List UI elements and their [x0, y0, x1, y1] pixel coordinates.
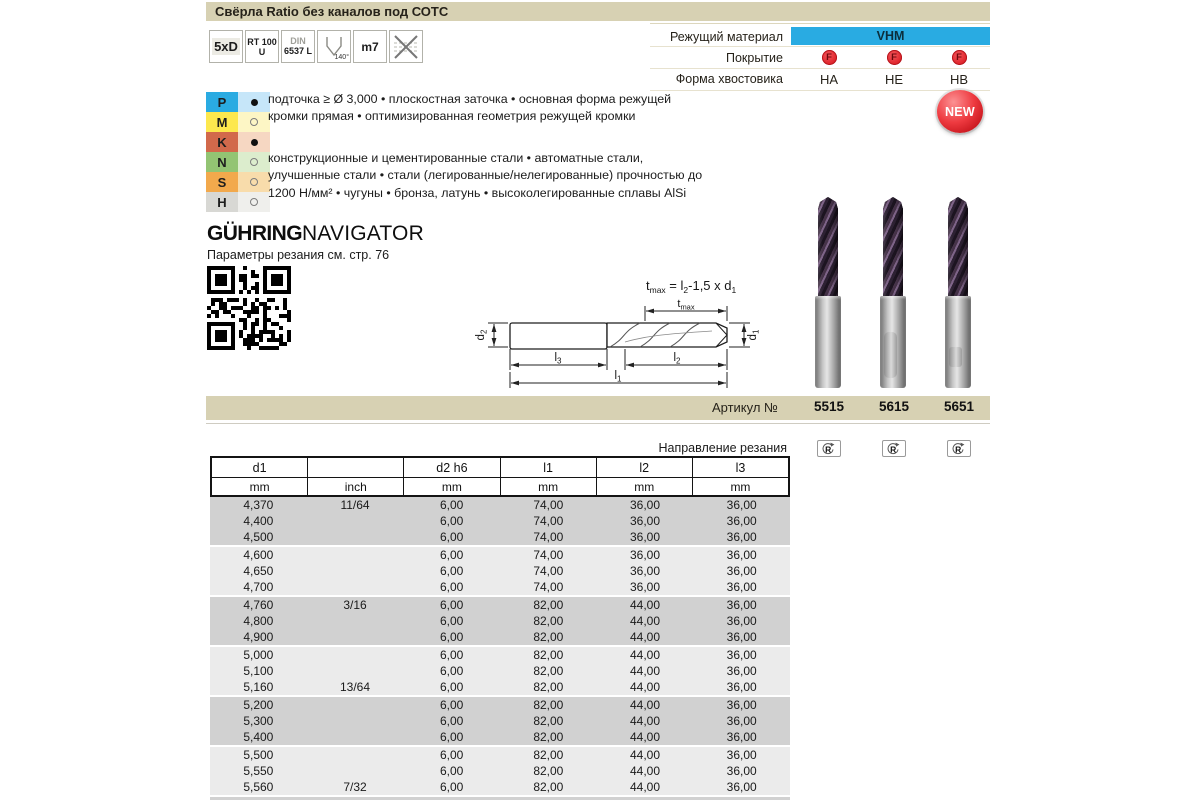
drill-shank — [815, 296, 841, 388]
table-cell: 5,160 — [243, 680, 274, 694]
table-header-cell — [308, 458, 404, 477]
table-cell — [307, 579, 404, 595]
table-cell: 44,00 — [630, 714, 661, 728]
new-badge — [937, 90, 983, 133]
table-cell: 36,00 — [726, 748, 757, 762]
table-cell: 5,000 — [243, 648, 274, 662]
svg-text:R: R — [890, 444, 897, 455]
coating-label: Покрытие — [725, 51, 783, 65]
table-cell: 5,550 — [243, 764, 274, 778]
coating-symbol — [797, 50, 861, 65]
drill-photo-he — [879, 197, 907, 391]
table-row — [210, 579, 790, 595]
drill-length-label: 5xD — [214, 39, 238, 54]
table-unit-cell: mm — [501, 478, 597, 495]
table-cell — [307, 647, 404, 663]
material-group-m: M — [206, 112, 238, 132]
separator-line — [206, 423, 990, 424]
tolerance-value: m7 — [361, 39, 379, 54]
table-row — [210, 629, 790, 645]
table-cell: 36,00 — [630, 530, 661, 544]
table-cell: 6,00 — [440, 680, 464, 694]
right-cutting-icon — [882, 440, 906, 457]
table-row — [210, 713, 790, 729]
table-cell: 36,00 — [726, 648, 757, 662]
table-cell — [307, 563, 404, 579]
din-number: 6537 L — [283, 46, 313, 56]
table-unit-cell: mm — [404, 478, 500, 495]
table-cell: 4,500 — [243, 530, 274, 544]
table-cell: 74,00 — [533, 530, 564, 544]
shank-form-label: Форма хвостовика — [675, 72, 783, 86]
series-name: RT 100 — [247, 36, 277, 47]
point-angle-value: 140° — [334, 54, 349, 61]
series-variant: U — [258, 46, 266, 57]
table-cell — [307, 513, 404, 529]
table-row — [210, 763, 790, 779]
table-cell — [307, 613, 404, 629]
material-group-s: S — [206, 172, 238, 192]
table-cell: 5,500 — [243, 748, 274, 762]
table-cell: 36,00 — [630, 498, 661, 512]
table-cell: 36,00 — [726, 580, 757, 594]
material-description: конструкционные и цементированные стали • автоматные стали, улучшенные стали • стали (легированные/нелегированные) прочностью до 1200 Н/мм² • чугуны • бронза, латунь • высоколегированные сплавы AlSi — [268, 151, 703, 200]
dim-l1: $l_1$ — [614, 370, 622, 384]
dim-tmax: $t_{max}$ — [677, 298, 695, 312]
table-cell: 6,00 — [440, 780, 464, 794]
material-group-k: K — [206, 132, 238, 152]
table-cell: 5,300 — [243, 714, 274, 728]
filled-dot-icon — [251, 99, 258, 106]
table-cell: 36,00 — [726, 598, 757, 612]
article-number: 5515 — [813, 399, 845, 414]
brand-logo-light: NAVIGATOR — [301, 222, 424, 245]
table-cell: 6,00 — [440, 530, 464, 544]
vhm-text: VHM — [876, 29, 905, 43]
table-row — [210, 547, 790, 563]
table-cell: 36,00 — [726, 780, 757, 794]
dim-l2: $l_2$ — [673, 352, 681, 366]
table-cell: 36,00 — [726, 764, 757, 778]
tmax-formula: $t_{max} = l_2-1,5$ x $d_1$ — [646, 278, 737, 295]
table-cell: 44,00 — [630, 698, 661, 712]
table-header-cell: d1 — [212, 458, 308, 477]
shank-flat — [884, 332, 897, 378]
table-unit-cell: inch — [308, 478, 404, 495]
table-unit-cell: mm — [212, 478, 308, 495]
table-cell: 6,00 — [440, 498, 464, 512]
din-label: DIN — [290, 36, 306, 46]
table-cell: 5,100 — [243, 664, 274, 678]
point-angle-badge — [317, 30, 351, 63]
table-cell: 6,00 — [440, 698, 464, 712]
table-cell: 3/16 — [343, 598, 367, 612]
table-cell: 6,00 — [440, 714, 464, 728]
material-suitability-s — [238, 172, 270, 192]
new-badge-text: NEW — [944, 104, 976, 119]
table-cell: 6,00 — [440, 564, 464, 578]
material-group-h: H — [206, 192, 238, 212]
table-cell — [307, 547, 404, 563]
coating-f-icon: F — [822, 50, 837, 65]
table-row — [210, 513, 790, 529]
shank-form-value: HA — [819, 72, 839, 87]
filled-dot-icon — [251, 139, 258, 146]
open-dot-icon — [250, 118, 258, 126]
dim-d1: $d_1$ — [747, 329, 761, 341]
table-cell: 36,00 — [726, 730, 757, 744]
din-standard-badge — [281, 30, 315, 63]
svg-text:R: R — [955, 444, 962, 455]
table-row — [210, 529, 790, 545]
material-group-p: P — [206, 92, 238, 112]
drill-flute — [818, 197, 838, 297]
table-row — [210, 729, 790, 745]
table-cell: 44,00 — [630, 730, 661, 744]
table-cell: 82,00 — [533, 664, 564, 678]
table-cell: 74,00 — [533, 580, 564, 594]
brand-logo — [207, 222, 424, 246]
table-cell: 6,00 — [440, 614, 464, 628]
table-cell: 6,00 — [440, 514, 464, 528]
table-cell — [307, 697, 404, 713]
table-cell: 36,00 — [726, 614, 757, 628]
material-suitability-n — [238, 152, 270, 172]
table-cell: 36,00 — [630, 580, 661, 594]
table-cell: 7/32 — [343, 780, 367, 794]
table-cell: 74,00 — [533, 498, 564, 512]
table-cell: 4,650 — [243, 564, 274, 578]
article-label: Артикул № — [711, 400, 778, 415]
drill-flute — [883, 197, 903, 297]
coating-f-icon: F — [887, 50, 902, 65]
table-header-cell: l1 — [501, 458, 597, 477]
table-cell: 82,00 — [533, 714, 564, 728]
table-cell: 6,00 — [440, 630, 464, 644]
table-cell — [307, 713, 404, 729]
drill-shank — [880, 296, 906, 388]
table-cell: 13/64 — [339, 680, 371, 694]
table-cell: 36,00 — [726, 664, 757, 678]
shank-flat — [949, 347, 962, 367]
table-row — [210, 647, 790, 663]
drill-shank — [945, 296, 971, 388]
no-coolant-icon — [391, 33, 421, 61]
open-dot-icon — [250, 158, 258, 166]
table-cell: 6,00 — [440, 598, 464, 612]
table-cell — [307, 747, 404, 763]
table-cell — [307, 629, 404, 645]
dimension-drawing — [450, 264, 780, 398]
right-cutting-icon — [817, 440, 841, 457]
drill-photo-hb — [944, 197, 972, 391]
coating-symbol — [927, 50, 991, 65]
open-dot-icon — [250, 178, 258, 186]
table-row — [210, 597, 790, 613]
material-suitability-k — [238, 132, 270, 152]
table-cell: 6,00 — [440, 580, 464, 594]
spec-separator — [650, 46, 990, 47]
table-cell: 36,00 — [726, 514, 757, 528]
table-cell: 36,00 — [726, 564, 757, 578]
table-cell: 6,00 — [440, 648, 464, 662]
page-title — [206, 2, 990, 21]
brand-logo-bold: GÜHRING — [207, 222, 302, 245]
table-row — [210, 663, 790, 679]
table-cell: 44,00 — [630, 664, 661, 678]
material-suitability-m — [238, 112, 270, 132]
table-cell: 4,600 — [243, 548, 274, 562]
table-cell: 44,00 — [630, 764, 661, 778]
table-cell: 4,800 — [243, 614, 274, 628]
table-cell: 6,00 — [440, 730, 464, 744]
material-suitability-p — [238, 92, 270, 112]
table-cell — [307, 663, 404, 679]
cutting-parameters-note: Параметры резания см. стр. 76 — [207, 248, 390, 262]
spec-separator — [650, 23, 990, 24]
table-cell: 44,00 — [630, 680, 661, 694]
table-cell: 82,00 — [533, 748, 564, 762]
table-unit-cell: mm — [730, 479, 751, 494]
table-cell: 5,200 — [243, 698, 274, 712]
series-badge — [245, 30, 279, 63]
table-cell: 36,00 — [726, 698, 757, 712]
material-group-n: N — [206, 152, 238, 172]
table-cell: 82,00 — [533, 598, 564, 612]
table-row — [210, 497, 790, 513]
table-cell: 44,00 — [630, 614, 661, 628]
material-suitability-h — [238, 192, 270, 212]
table-cell: 4,700 — [243, 580, 274, 594]
table-cell: 82,00 — [533, 680, 564, 694]
table-cell: 5,400 — [243, 730, 274, 744]
svg-text:R: R — [825, 444, 832, 455]
article-number: 5651 — [943, 399, 975, 414]
table-cell: 44,00 — [630, 780, 661, 794]
table-cell: 36,00 — [630, 564, 661, 578]
cutting-material-value — [791, 27, 990, 45]
open-dot-icon — [250, 198, 258, 206]
table-cell — [307, 763, 404, 779]
table-cell: 4,760 — [243, 598, 274, 612]
table-cell: 36,00 — [726, 680, 757, 694]
table-cell — [307, 529, 404, 545]
page-title-text: Свёрла Ratio без каналов под СОТС — [215, 4, 449, 19]
dim-l3: $l_3$ — [554, 352, 562, 366]
table-cell: 4,900 — [243, 630, 274, 644]
table-cell: 74,00 — [533, 514, 564, 528]
table-cell: 11/64 — [340, 498, 370, 512]
coating-f-icon: F — [952, 50, 967, 65]
qr-code — [206, 265, 292, 351]
cutting-direction-label: Направление резания — [658, 441, 787, 455]
drawing-shank — [510, 323, 607, 349]
shank-form-value: HB — [949, 72, 969, 87]
table-cell: 6,00 — [440, 548, 464, 562]
table-cell: 82,00 — [533, 730, 564, 744]
table-header-cell: l2 — [597, 458, 693, 477]
spec-separator — [650, 68, 990, 69]
table-row — [210, 613, 790, 629]
table-cell: 6,00 — [440, 764, 464, 778]
feature-description: подточка ≥ Ø 3,000 • плоскостная заточка • основная форма режущей кромки прямая • оптимизированная геометрия режущей кромки — [268, 92, 672, 124]
table-cell: 36,00 — [726, 714, 757, 728]
table-row — [210, 779, 790, 795]
drill-flute — [948, 197, 968, 297]
table-cell: 82,00 — [533, 630, 564, 644]
dim-d2: $d_2$ — [475, 329, 489, 341]
table-row — [210, 679, 790, 695]
table-row — [210, 563, 790, 579]
no-coolant-badge — [389, 30, 423, 63]
table-cell: 36,00 — [726, 548, 757, 562]
table-cell: 82,00 — [533, 698, 564, 712]
table-row — [210, 697, 790, 713]
tolerance-badge — [353, 30, 387, 63]
table-header-cell: d2 h6 — [404, 458, 500, 477]
table-cell: 44,00 — [630, 630, 661, 644]
drawing-flutes — [607, 323, 727, 347]
table-cell: 74,00 — [533, 564, 564, 578]
table-cell: 36,00 — [630, 548, 661, 562]
table-cell: 36,00 — [630, 514, 661, 528]
table-cell: 74,00 — [533, 548, 564, 562]
table-cell: 36,00 — [726, 630, 757, 644]
drill-length-badge — [209, 30, 243, 63]
table-row — [210, 747, 790, 763]
table-header-cell: l3 — [735, 460, 746, 475]
cutting-material-label: Режущий материал — [669, 30, 783, 44]
table-cell: 82,00 — [533, 648, 564, 662]
table-cell: 44,00 — [630, 598, 661, 612]
table-cell: 4,400 — [243, 514, 274, 528]
right-cutting-icon — [947, 440, 971, 457]
table-cell: 5,560 — [243, 780, 274, 794]
table-cell: 44,00 — [630, 748, 661, 762]
table-cell: 82,00 — [533, 780, 564, 794]
table-cell: 36,00 — [726, 498, 757, 512]
shank-form-value: HE — [884, 72, 904, 87]
table-cell: 6,00 — [440, 748, 464, 762]
table-cell: 4,370 — [243, 498, 274, 512]
article-number: 5615 — [878, 399, 910, 414]
table-cell — [307, 729, 404, 745]
table-header — [210, 456, 790, 497]
table-unit-cell: mm — [597, 478, 693, 495]
table-cell: 44,00 — [630, 648, 661, 662]
drill-photo-ha — [814, 197, 842, 391]
table-cell: 82,00 — [533, 614, 564, 628]
table-cell: 82,00 — [533, 764, 564, 778]
coating-symbol — [862, 50, 926, 65]
table-cell: 6,00 — [440, 664, 464, 678]
table-cell: 36,00 — [726, 530, 757, 544]
